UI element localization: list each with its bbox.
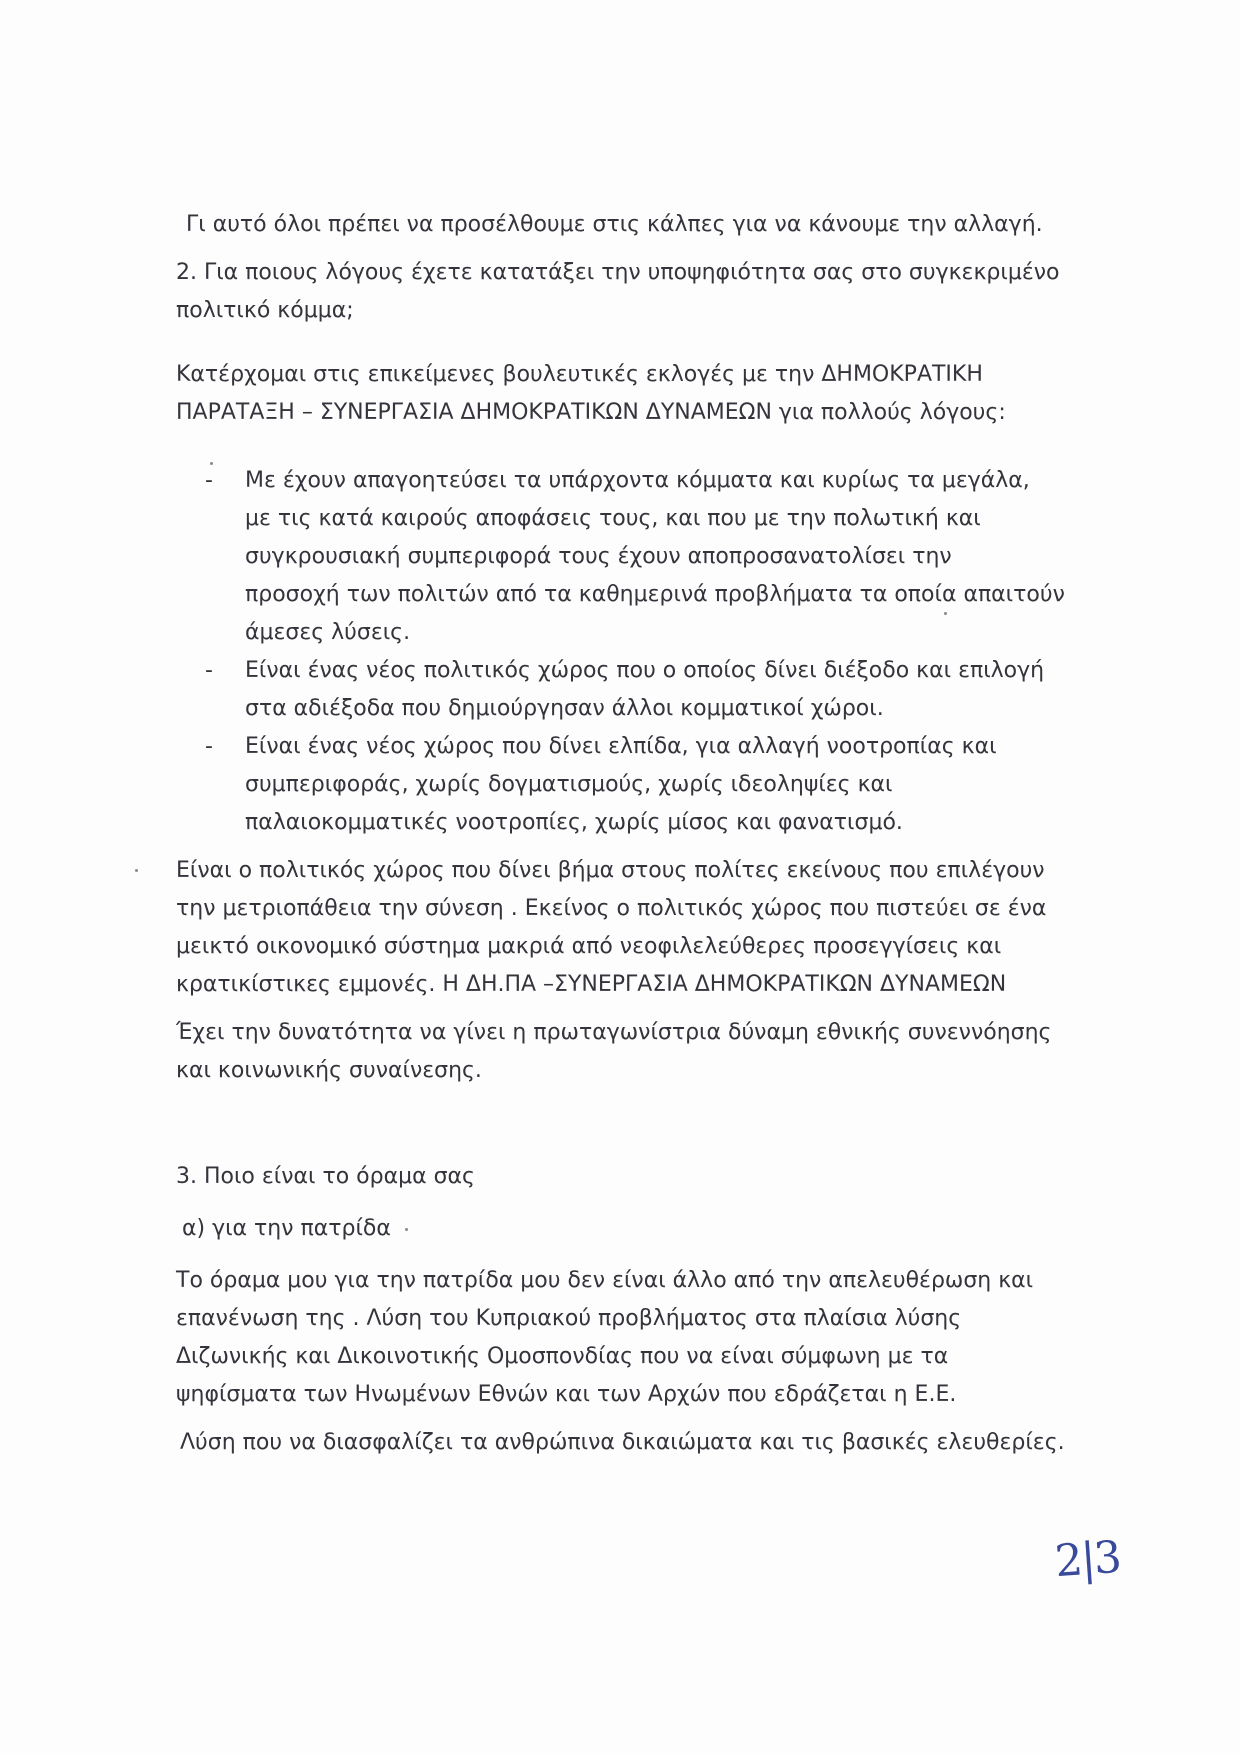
answer-2-intro-line-1: Κατέρχομαι στις επικείμενες βουλευτικές εκλογές με την ΔΗΜΟΚΡΑΤΙΚΗ <box>176 362 983 387</box>
political-space-line-2: την μετριοπάθεια την σύνεση . Εκείνος ο πολιτικός χώρος που πιστεύει σε ένα <box>176 896 1047 921</box>
reason-3-line-3: παλαιοκομματικές νοοτροπίες, χωρίς μίσος και φανατισμό. <box>245 810 903 835</box>
question-2-line-1: 2. Για ποιους λόγους έχετε κατατάξει την υποψηφιότητα σας στο συγκεκριμένο <box>176 260 1060 285</box>
paragraph-solution <box>180 1424 1190 1462</box>
question-3a-text: α) για την πατρίδα <box>182 1216 391 1241</box>
answer-2-intro <box>176 356 1186 432</box>
question-3 <box>176 1158 1186 1196</box>
reasons-list <box>0 462 1240 842</box>
reason-3-text <box>245 728 1240 842</box>
scan-speck <box>210 462 213 465</box>
question-2 <box>176 254 1186 330</box>
reason-2-text <box>245 652 1240 728</box>
scan-speck <box>135 869 138 872</box>
paragraph-vision <box>176 1262 1186 1414</box>
solution-line: Λύση που να διασφαλίζει τα ανθρώπινα δικαιώματα και τις βασικές ελευθερίες. <box>180 1430 1065 1455</box>
scan-speck <box>405 1228 408 1231</box>
vision-line-2: επανένωση της . Λύση του Κυπριακού προβλήματος στα πλαίσια λύσης <box>176 1306 962 1331</box>
paragraph-ability <box>176 1014 1186 1090</box>
political-space-line-1: Είναι ο πολιτικός χώρος που δίνει βήμα στους πολίτες εκείνους που επιλέγουν <box>176 858 1045 883</box>
vision-line-4: ψηφίσματα των Ηνωμένων Εθνών και των Αρχών που εδράζεται η Ε.Ε. <box>176 1382 957 1407</box>
question-3-text: 3. Ποιο είναι το όραμα σας <box>176 1164 475 1189</box>
reason-2-line-2: στα αδιέξοδα που δημιούργησαν άλλοι κομματικοί χώροι. <box>245 696 884 721</box>
scan-speck <box>944 612 947 615</box>
reason-1-text <box>245 462 1240 652</box>
reason-2-marker: - <box>205 658 213 683</box>
reason-1-line-4: προσοχή των πολιτών από τα καθημερινά προβλήματα τα οποία απαιτούν <box>245 582 1065 607</box>
reason-3-line-1: Είναι ένας νέος χώρος που δίνει ελπίδα, για αλλαγή νοοτροπίας και <box>245 734 997 759</box>
answer-2-intro-line-2: ΠΑΡΑΤΑΞΗ – ΣΥΝΕΡΓΑΣΙΑ ΔΗΜΟΚΡΑΤΙΚΩΝ ΔΥΝΑΜΕΩΝ για πολλούς λόγους: <box>176 400 1006 425</box>
handwritten-page-number: 2|3 <box>1053 1531 1122 1588</box>
intro-line <box>186 206 1186 244</box>
reason-1-marker: - <box>205 468 213 493</box>
political-space-line-4: κρατικίστικες εμμονές. Η ΔΗ.ΠΑ –ΣΥΝΕΡΓΑΣΙΑ ΔΗΜΟΚΡΑΤΙΚΩΝ ΔΥΝΑΜΕΩΝ <box>176 972 1007 997</box>
reason-3-marker: - <box>205 734 213 759</box>
reason-1-line-3: συγκρουσιακή συμπεριφορά τους έχουν αποπροσανατολίσει την <box>245 544 952 569</box>
vision-line-1: Το όραμα μου για την πατρίδα μου δεν είναι άλλο από την απελευθέρωση και <box>176 1268 1034 1293</box>
reason-item-1 <box>0 462 1240 652</box>
political-space-line-3: μεικτό οικονομικό σύστημα μακριά από νεοφιλελεύθερες προσεγγίσεις και <box>176 934 1002 959</box>
ability-line-2: και κοινωνικής συναίνεσης. <box>176 1058 482 1083</box>
paragraph-political-space <box>176 852 1186 1004</box>
reason-3-line-2: συμπεριφοράς, χωρίς δογματισμούς, χωρίς ιδεοληψίες και <box>245 772 893 797</box>
reason-item-2 <box>0 652 1240 728</box>
question-3a <box>182 1210 1182 1248</box>
ability-line-1: Έχει την δυνατότητα να γίνει η πρωταγωνίστρια δύναμη εθνικής συνεννόησης <box>176 1020 1052 1045</box>
reason-1-line-2: με τις κατά καιρούς αποφάσεις τους, και που με την πολωτική και <box>245 506 981 531</box>
reason-1-line-5: άμεσες λύσεις. <box>245 620 411 645</box>
vision-line-3: Διζωνικής και Δικοινοτικής Ομοσπονδίας που να είναι σύμφωνη με τα <box>176 1344 949 1369</box>
reason-2-line-1: Είναι ένας νέος πολιτικός χώρος που ο οποίος δίνει διέξοδο και επιλογή <box>245 658 1045 683</box>
reason-item-3 <box>0 728 1240 842</box>
reason-1-line-1: Με έχουν απαγοητεύσει τα υπάρχοντα κόμματα και κυρίως τα μεγάλα, <box>245 468 1030 493</box>
intro-line-text: Γι αυτό όλοι πρέπει να προσέλθουμε στις κάλπες για να κάνουμε την αλλαγή. <box>186 212 1043 237</box>
question-2-line-2: πολιτικό κόμμα; <box>176 298 354 323</box>
